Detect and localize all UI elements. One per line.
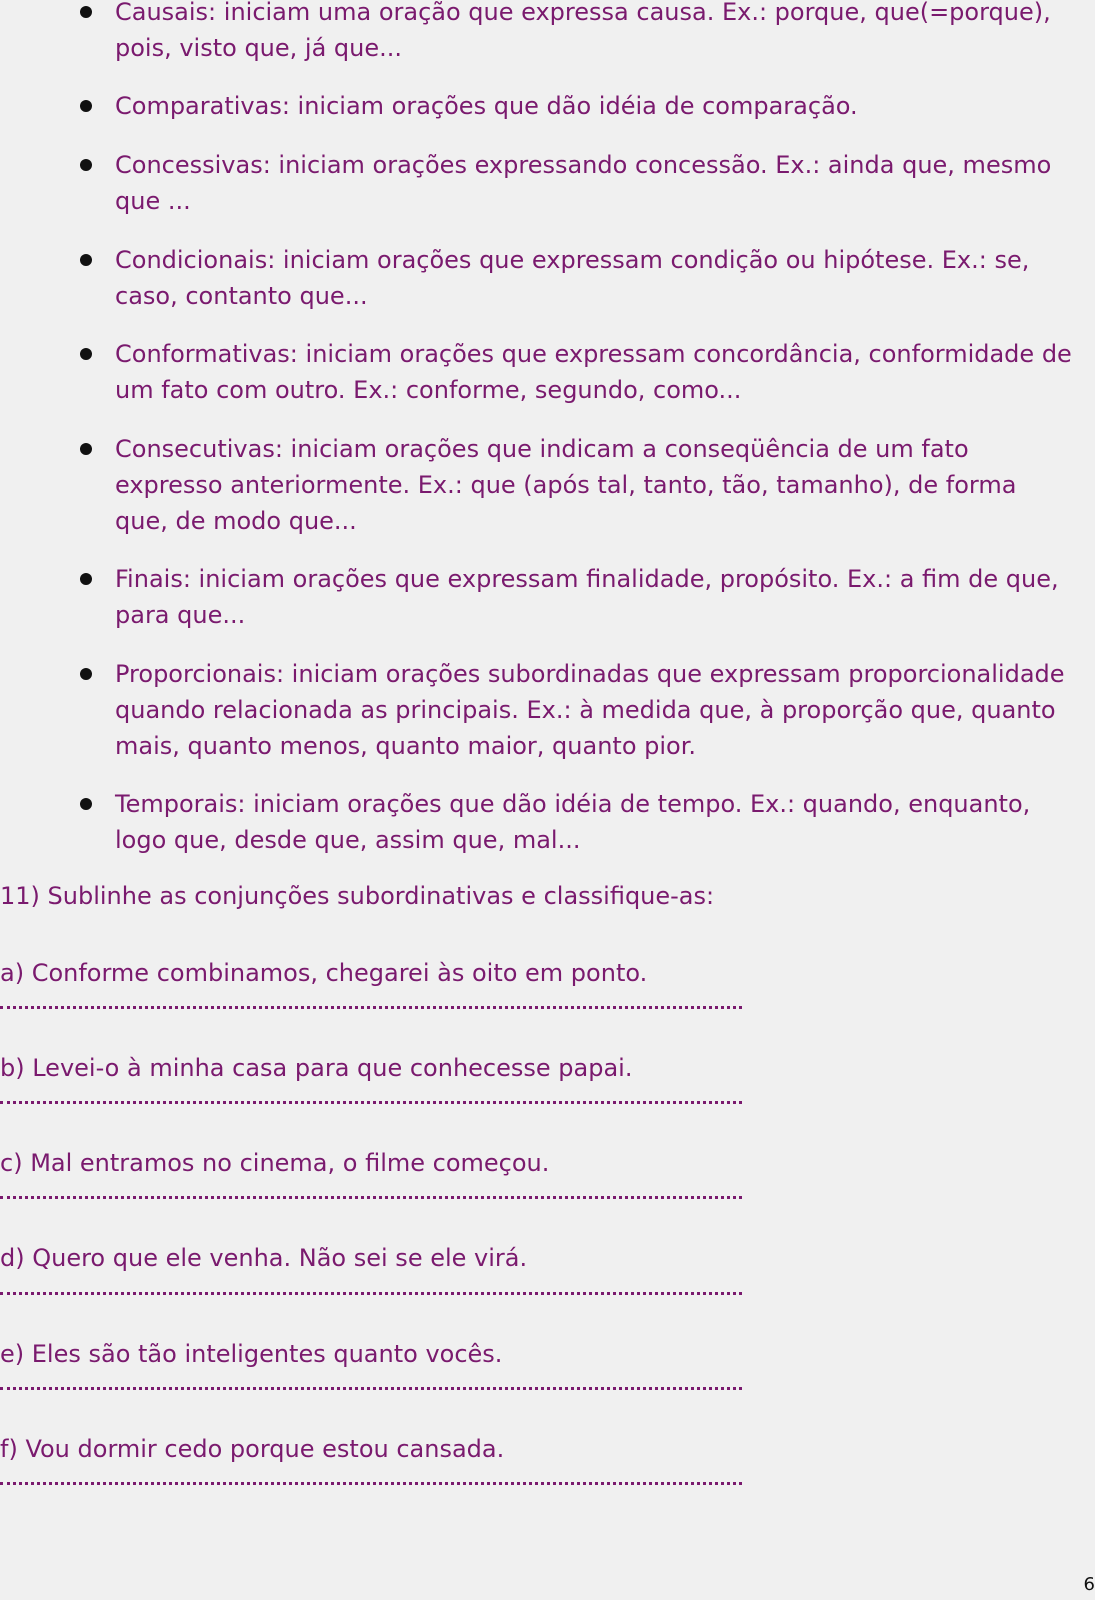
list-item-text: Causais: iniciam uma oração que expressa causa. Ex.: porque, que(=porque), pois, visto que, já que... [115,0,1051,62]
answer-line[interactable] [0,1482,742,1485]
question-c: c) Mal entramos no cinema, o filme começou. [0,1149,550,1177]
bullet-icon [80,254,92,266]
list-item-text: Finais: iniciam orações que expressam finalidade, propósito. Ex.: a fim de que, para que... [115,565,1059,629]
bullet-icon [80,100,92,112]
answer-line[interactable] [0,1387,742,1390]
list-item-text: Proporcionais: iniciam orações subordinadas que expressam proporcionalidade quando relacionada as principais. Ex.: à medida que, à proporção que, quanto mais, quanto menos, quanto maior, quanto pior. [115,660,1065,760]
question-d: d) Quero que ele venha. Não sei se ele virá. [0,1244,528,1272]
question-f: f) Vou dormir cedo porque estou cansada. [0,1435,505,1463]
page-number: 6 [1083,1574,1095,1595]
list-item-text: Condicionais: iniciam orações que expressam condição ou hipótese. Ex.: se, caso, contanto que... [115,246,1030,310]
list-item-text: Comparativas: iniciam orações que dão idéia de comparação. [115,92,858,120]
answer-line[interactable] [0,1292,742,1295]
bullet-icon [80,159,92,171]
bullet-icon [80,6,92,18]
bullet-icon [80,348,92,360]
bullet-icon [80,798,92,810]
list-item-text: Consecutivas: iniciam orações que indicam a conseqüência de um fato expresso anteriormente. Ex.: que (após tal, tanto, tão, tamanho), de forma que, de modo que... [115,435,1017,535]
list-item-text: Concessivas: iniciam orações expressando concessão. Ex.: ainda que, mesmo que ... [115,151,1052,215]
answer-line[interactable] [0,1196,742,1199]
exercise-title: 11) Sublinhe as conjunções subordinativas e classifique-as: [0,882,715,910]
question-e: e) Eles são tão inteligentes quanto vocês. [0,1340,503,1368]
bullet-icon [80,443,92,455]
question-a: a) Conforme combinamos, chegarei às oito em ponto. [0,959,648,987]
bullet-icon [80,668,92,680]
answer-line[interactable] [0,1006,742,1009]
list-item-text: Conformativas: iniciam orações que expressam concordância, conformidade de um fato com outro. Ex.: conforme, segundo, como... [115,340,1072,404]
answer-line[interactable] [0,1101,742,1104]
bullet-icon [80,573,92,585]
list-item-text: Temporais: iniciam orações que dão idéia de tempo. Ex.: quando, enquanto, logo que, desde que, assim que, mal... [115,790,1031,854]
question-b: b) Levei-o à minha casa para que conhecesse papai. [0,1054,633,1082]
